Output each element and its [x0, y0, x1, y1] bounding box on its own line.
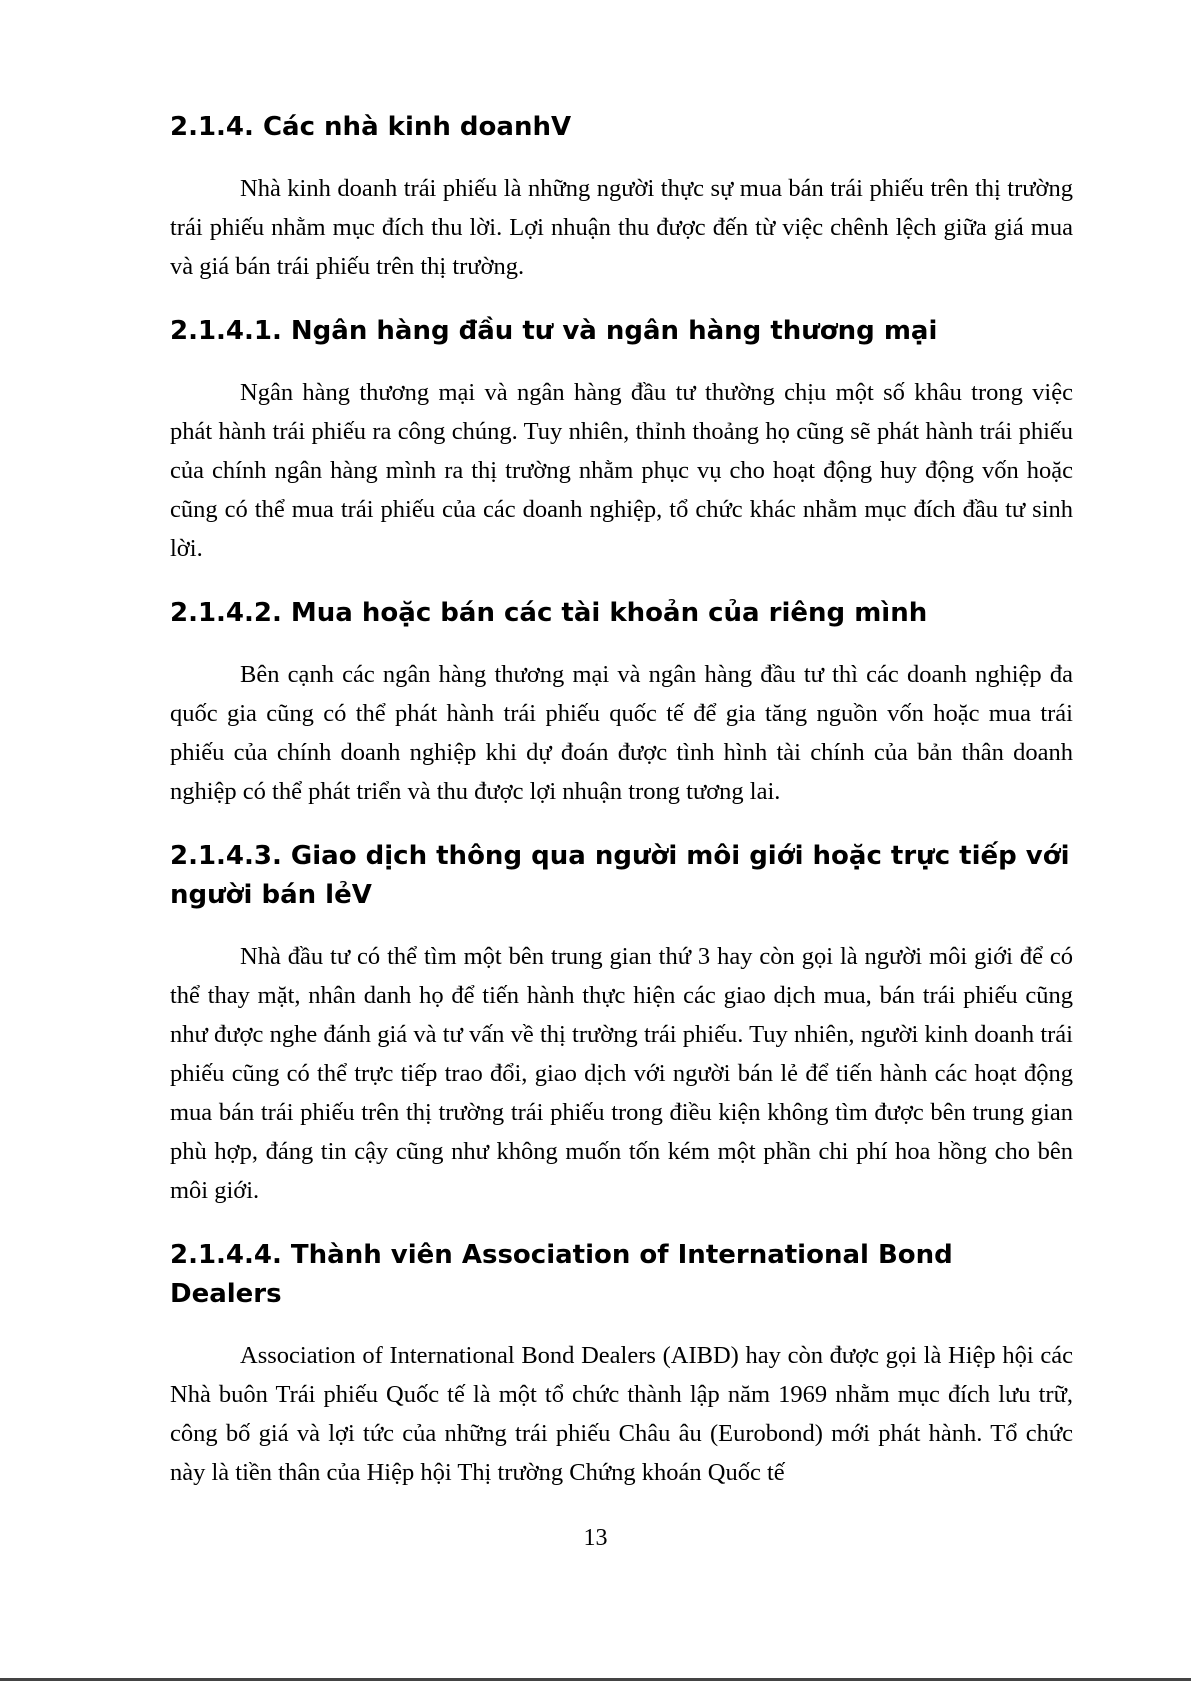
section-2-1-4 [170, 108, 1073, 286]
bottom-divider [0, 1678, 1191, 1681]
section-2-1-4-1 [170, 312, 1073, 568]
section-paragraph: Bên cạnh các ngân hàng thương mại và ngân hàng đầu tư thì các doanh nghiệp đa quốc gia cũng có thể phát hành trái phiếu quốc tế để gia tăng nguồn vốn hoặc mua trái phiếu của chính doanh nghiệp khi dự đoán được tình hình tài chính của bản thân doanh nghiệp có thể phát triển và thu được lợi nhuận trong tương lai. [170, 661, 1073, 805]
section-paragraph: Ngân hàng thương mại và ngân hàng đầu tư thường chịu một số khâu trong việc phát hành trái phiếu ra công chúng. Tuy nhiên, thỉnh thoảng họ cũng sẽ phát hành trái phiếu của chính ngân hàng mình ra thị trường nhằm phục vụ cho hoạt động huy động vốn hoặc cũng có thể mua trái phiếu của các doanh nghiệp, tổ chức khác nhằm mục đích đầu tư sinh lời. [170, 379, 1073, 562]
section-heading: 2.1.4.1. Ngân hàng đầu tư và ngân hàng thương mại [170, 316, 938, 346]
section-heading: 2.1.4.4. Thành viên Association of International Bond Dealers [170, 1240, 953, 1309]
section-heading: 2.1.4.3. Giao dịch thông qua người môi giới hoặc trực tiếp với người bán lẻV [170, 841, 1070, 910]
section-2-1-4-3 [170, 837, 1073, 1210]
section-paragraph: Nhà đầu tư có thể tìm một bên trung gian thứ 3 hay còn gọi là người môi giới để có thể thay mặt, nhân danh họ để tiến hành thực hiện các giao dịch mua, bán trái phiếu cũng như được nghe đánh giá và tư vấn về thị trường trái phiếu. Tuy nhiên, người kinh doanh trái phiếu cũng có thể trực tiếp trao đổi, giao dịch với người bán lẻ để tiến hành các hoạt động mua bán trái phiếu trên thị trường trái phiếu trong điều kiện không tìm được bên trung gian phù hợp, đáng tin cậy cũng như không muốn tốn kém một phần chi phí hoa hồng cho bên môi giới. [170, 943, 1073, 1204]
section-heading: 2.1.4.2. Mua hoặc bán các tài khoản của riêng mình [170, 598, 928, 628]
section-2-1-4-4 [170, 1236, 1073, 1492]
section-heading: 2.1.4. Các nhà kinh doanhV [170, 112, 572, 142]
section-paragraph: Association of International Bond Dealers (AIBD) hay còn được gọi là Hiệp hội các Nhà buôn Trái phiếu Quốc tế là một tổ chức thành lập năm 1969 nhằm mục đích lưu trữ, công bố giá và lợi tức của những trái phiếu Châu âu (Eurobond) mới phát hành. Tổ chức này là tiền thân của Hiệp hội Thị trường Chứng khoán Quốc tế [170, 1342, 1073, 1486]
section-paragraph: Nhà kinh doanh trái phiếu là những người thực sự mua bán trái phiếu trên thị trường trái phiếu nhằm mục đích thu lời. Lợi nhuận thu được đến từ việc chênh lệch giữa giá mua và giá bán trái phiếu trên thị trường. [170, 175, 1073, 280]
section-2-1-4-2 [170, 594, 1073, 811]
page-content [170, 108, 1073, 1492]
page-number: 13 [583, 1525, 608, 1551]
